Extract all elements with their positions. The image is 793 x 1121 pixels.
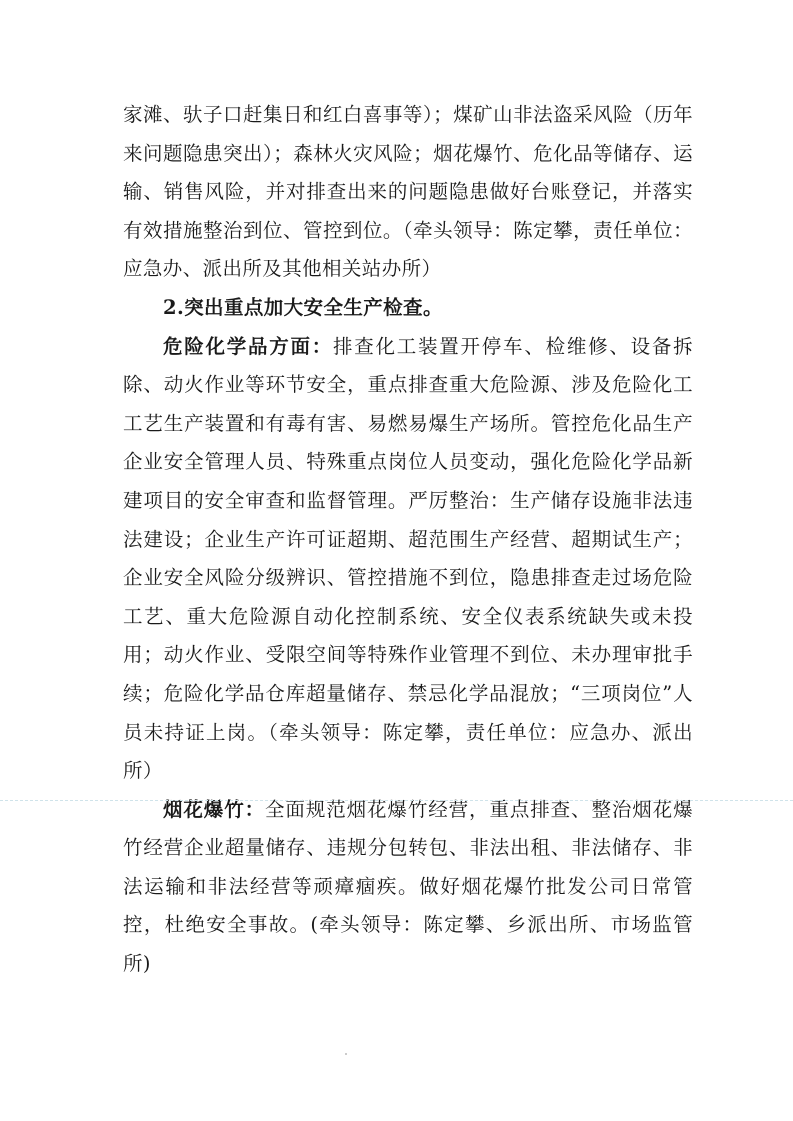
scan-artifact-dot xyxy=(345,1053,347,1055)
hazchem-label: 危险化学品方面： xyxy=(163,334,334,358)
section-heading: 2.突出重点加大安全生产检查。 xyxy=(163,295,443,319)
hazchem-text: 排查化工装置开停车、检维修、设备拆除、动火作业等环节安全，重点排查重大危险源、涉及危险化工工艺生产装置和有毒有害、易燃易爆生产场所。管控危化品生产企业安全管理人员、特殊重点岗位人员变动，强化危险化学品新建项目的安全审查和监督管理。严厉整治：生产储存设施非法违法建设；企业生产许可证超期、超范围生产经营、超期试生产；企业安全风险分级辨识、管控措施不到位，隐患排查走过场危险工艺、重大危险源自动化控制系统、安全仪表系统缺失或未投用；动火作业、受限空间等特殊作业管理不到位、未办理审批手续；危险化学品仓库超量储存、禁忌化学品混放；“三项岗位”人员未持证上岗。（牵头领导：陈定攀，责任单位：应急办、派出所） xyxy=(123,334,693,783)
fireworks-label: 烟花爆竹： xyxy=(163,797,266,821)
paragraph-fireworks xyxy=(123,791,693,984)
document-body xyxy=(123,96,693,984)
fireworks-text: 全面规范烟花爆竹经营，重点排查、整治烟花爆竹经营企业超量储存、违规分包转包、非法出租、非法储存、非法运输和非法经营等顽瘴痼疾。做好烟花爆竹批发公司日常管控，杜绝安全事故。(牵头领导：陈定攀、乡派出所、市场监管所) xyxy=(123,797,693,976)
paragraph-hazardous-chemicals xyxy=(123,328,693,791)
scan-artifact-line xyxy=(0,800,793,801)
paragraph-risk-list: 家滩、驮子口赶集日和红白喜事等）；煤矿山非法盗采风险（历年来问题隐患突出）；森林火灾风险；烟花爆竹、危化品等储存、运输、销售风险，并对排查出来的问题隐患做好台账登记，并落实有效措施整治到位、管控到位。（牵头领导：陈定攀，责任单位：应急办、派出所及其他相关站办所） xyxy=(123,103,693,281)
